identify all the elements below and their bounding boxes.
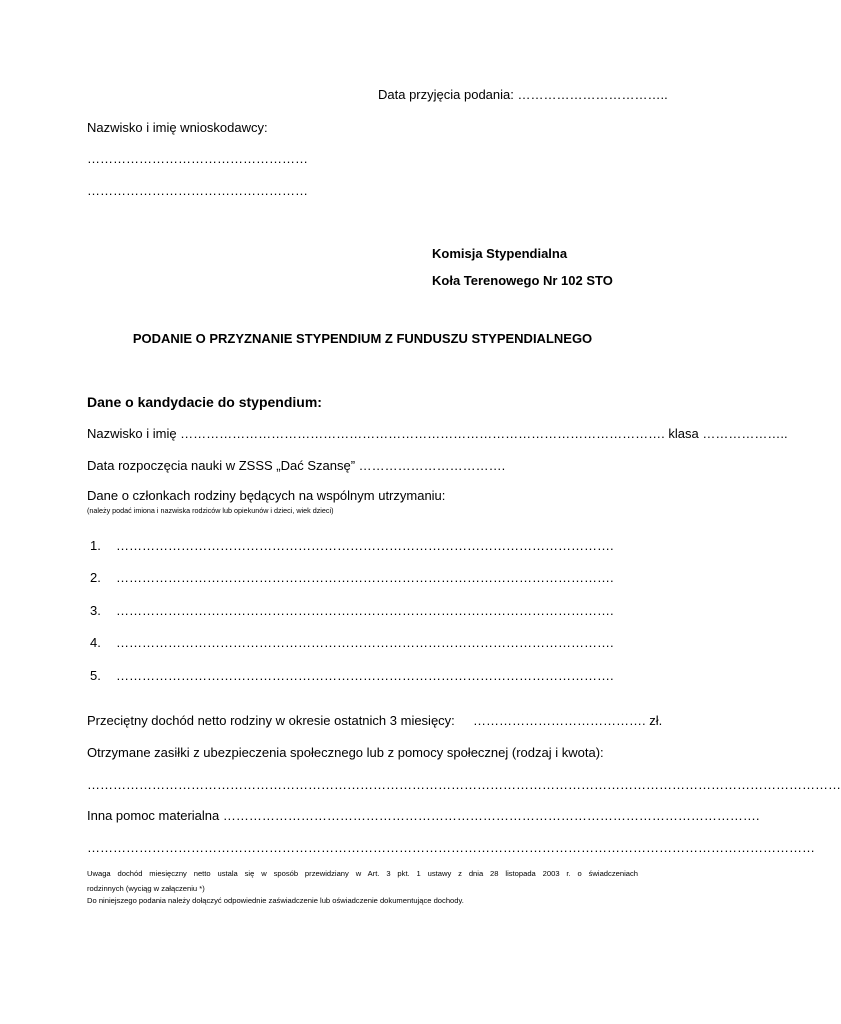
applicant-name-line: …………………………………………… [87,151,308,166]
recipient-line-2: Koła Terenowego Nr 102 STO [432,273,613,288]
list-line: ……………………………………………………………………………………………………. [116,635,614,650]
candidate-name-line: Nazwisko i imię …………………………………………………………………………………………………. klasa ……………….. [87,426,788,441]
list-number: 2. [90,570,101,585]
other-aid-line: Inna pomoc materialna ……………………………………………………………………………………………………………. [87,808,760,823]
applicant-label: Nazwisko i imię wnioskodawcy: [87,120,268,135]
family-hint: (należy podać imiona i nazwiska rodziców lub opiekunów i dzieci, wiek dzieci) [87,506,334,515]
list-line: ……………………………………………………………………………………………………. [116,570,614,585]
list-item [90,570,614,585]
income-label: Przeciętny dochód netto rodziny w okresie ostatnich 3 miesięcy: [87,713,455,728]
note-line-1: Uwaga dochód miesięczny netto ustala się w sposób przewidziany w Art. 3 pkt. 1 ustawy z dnia 28 listopada 2003 r. o świadczeniach [87,869,638,878]
list-number: 3. [90,603,101,618]
list-item [90,668,614,683]
list-number: 4. [90,635,101,650]
start-date-line: Data rozpoczęcia nauki w ZSSS „Dać Szansę” ……………………………. [87,458,506,473]
family-label: Dane o członkach rodziny będących na wspólnym utrzymaniu: [87,488,446,503]
applicant-address-line: …………………………………………… [87,183,308,198]
list-line: ……………………………………………………………………………………………………. [116,603,614,618]
note-line-2: rodzinnych (wyciąg w załączeniu *) [87,884,205,893]
list-item [90,538,614,553]
benefits-label: Otrzymane zasiłki z ubezpieczenia społecznego lub z pomocy społecznej (rodzaj i kwota): [87,745,604,760]
recipient-line-1: Komisja Stypendialna [432,246,568,261]
income-value: …………………………………. zł. [473,713,663,728]
document-title: PODANIE O PRZYZNANIE STYPENDIUM Z FUNDUSZU STYPENDIALNEGO [132,331,593,346]
date-received-field: Data przyjęcia podania: …………………………….. [378,87,668,102]
other-aid-line-2: …………………………………………………………………………………………………………………………………………………… [87,840,815,855]
benefits-line: ………………………………………………………………………………………………………………………………………………………… [87,777,841,792]
candidate-heading: Dane o kandydacie do stypendium: [87,394,322,410]
list-item [90,603,614,618]
list-number: 1. [90,538,101,553]
list-item [90,635,614,650]
list-line: ……………………………………………………………………………………………………. [116,668,614,683]
list-line: ……………………………………………………………………………………………………. [116,538,614,553]
list-number: 5. [90,668,101,683]
note-line-3: Do niniejszego podania należy dołączyć odpowiednie zaświadczenie lub oświadczenie dokumentujące dochody. [87,896,464,905]
